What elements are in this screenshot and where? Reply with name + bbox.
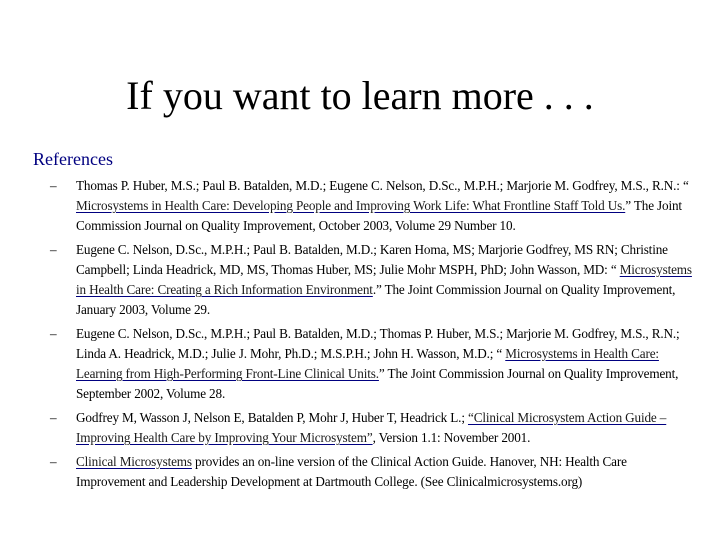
reference-source: provides an on-line version of the Clinical Action Guide. Hanover, NH: Health Care Improvement and Leadership Development at Dartmouth College. (See Clinicalmicrosystems.org): [76, 454, 627, 489]
reference-authors: Eugene C. Nelson, D.Sc., M.P.H.; Paul B. Batalden, M.D.; Karen Homa, MS; Marjorie Godfrey, MS RN; Christine Campbell; Linda Headrick, MD, MS, Thomas Huber, MS; Julie Mohr MSPH, PhD; John Wasson, MD: “: [76, 242, 668, 277]
reference-item: [0, 408, 720, 448]
reference-link[interactable]: Microsystems in Health Care: Learning from High-Performing Front-Line Clinical Units.: [76, 346, 659, 381]
reference-link[interactable]: Microsystems in Health Care: Developing People and Improving Work Life: What Frontline Staff Told Us.: [76, 198, 626, 213]
reference-list: [0, 176, 720, 496]
reference-link[interactable]: “Clinical Microsystem Action Guide – Improving Health Care by Improving Your Microsystem”: [76, 410, 667, 445]
reference-item: [0, 176, 720, 236]
dash-bullet: –: [50, 242, 57, 257]
reference-authors: Godfrey M, Wasson J, Nelson E, Batalden P, Mohr J, Huber T, Headrick L.;: [76, 410, 468, 425]
section-heading: References: [33, 149, 113, 169]
reference-source: .” The Joint Commission Journal on Quality Improvement, January 2003, Volume 29.: [76, 282, 676, 317]
reference-item: [0, 324, 720, 404]
reference-source: , Version 1.1: November 2001.: [372, 430, 531, 445]
reference-authors: Eugene C. Nelson, D.Sc., M.P.H.; Paul B. Batalden, M.D.; Thomas P. Huber, M.S.; Marjorie M. Godfrey, M.S., R.N.; Linda A. Headrick, M.D.; Julie J. Mohr, Ph.D.; M.S.P.H.; John H. Wasson, M.D.; “: [76, 326, 680, 361]
dash-bullet: –: [50, 410, 57, 425]
dash-bullet: –: [50, 454, 57, 469]
reference-item: [0, 240, 720, 320]
slide-title: If you want to learn more . . .: [126, 73, 594, 118]
reference-link[interactable]: Microsystems in Health Care: Creating a Rich Information Environment: [76, 262, 692, 297]
reference-authors: Thomas P. Huber, M.S.; Paul B. Batalden, M.D.; Eugene C. Nelson, D.Sc., M.P.H.; Marjorie M. Godfrey, M.S., R.N.: “: [76, 178, 689, 193]
dash-bullet: –: [50, 326, 57, 341]
reference-source: ” The Joint Commission Journal on Quality Improvement, October 2003, Volume 29 Number 10.: [76, 198, 682, 233]
dash-bullet: –: [50, 178, 57, 193]
reference-link[interactable]: Clinical Microsystems: [76, 454, 192, 469]
reference-source: ” The Joint Commission Journal on Quality Improvement, September 2002, Volume 28.: [76, 366, 679, 401]
reference-item: [0, 452, 720, 492]
